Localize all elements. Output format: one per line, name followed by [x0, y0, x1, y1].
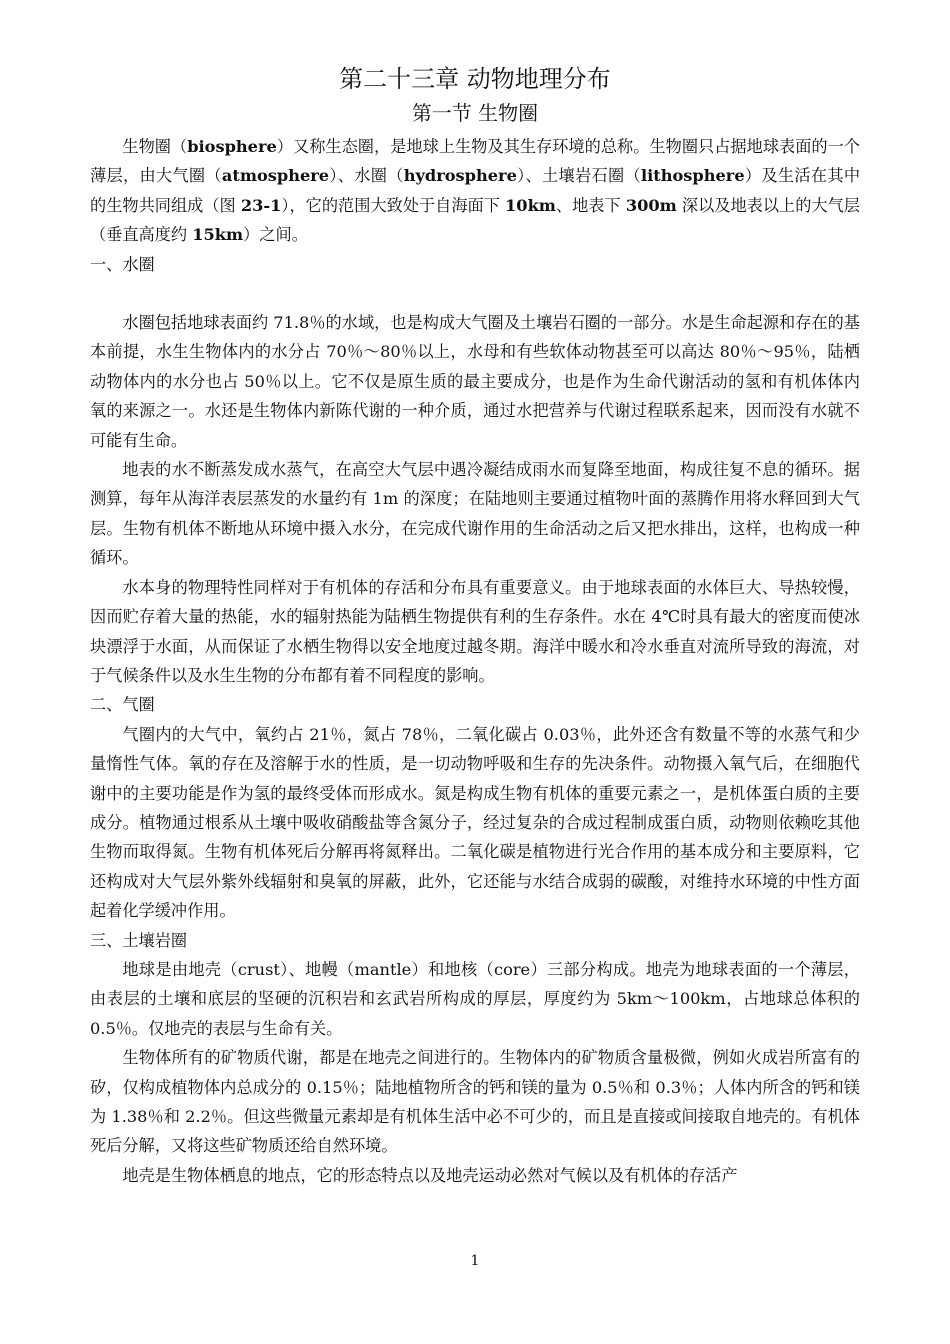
paragraph: 地表的水不断蒸发成水蒸气，在高空大气层中遇冷凝结成雨水而复降至地面，构成往复不息的循环。据测算，每年从海洋表层蒸发的水量约有 1m 的深度；在陆地则主要通过植物叶面的蒸腾作用将水释回到大气层。生物有机体不断地从环境中摄入水分，在完成代谢作用的生命活动之后又把水排出，这样，也构成一种循环。 — [90, 460, 860, 568]
chapter-title: 第二十三章 动物地理分布 — [339, 65, 611, 93]
intro-paragraph: 生物圈（biosphere）又称生态圈，是地球上生物及其生存环境的总称。生物圈只占据地球表面的一个薄层，由大气圈（atmosphere）、水圈（hydrosphere）、土壤岩石圈（lithosphere）及生活在其中的生物共同组成（图 23-1），它的范围大致处于自海面下 10km、地表下 300m 深以及地表以上的大气层（垂直高度约 15km）之间。 — [90, 137, 861, 245]
paragraph: 地球是由地壳（crust）、地幔（mantle）和地核（core）三部分构成。地壳为地球表面的一个薄层，由表层的土壤和底层的坚硬的沉积岩和玄武岩所构成的厚层，厚度约为 5km～100km，占地球总体积的 0.5％。仅地壳的表层与生命有关。 — [90, 959, 860, 1038]
paragraph: 地壳是生物体栖息的地点，它的形态特点以及地壳运动必然对气候以及有机体的存活产 — [122, 1165, 738, 1185]
section-heading-atmosphere: 二、气圈 — [90, 695, 155, 715]
document-page — [90, 62, 860, 1190]
page-number: 1 — [470, 1253, 480, 1269]
paragraph: 生物体所有的矿物质代谢，都是在地壳之间进行的。生物体内的矿物质含量极微，例如火成岩所富有的矽，仅构成植物体内总成分的 0.15％；陆地植物所含的钙和镁的量为 0.5％和 0.3％；人体内所含的钙和镁为 1.38％和 2.2％。但这些微量元素却是有机体生活中必不可少的，而且是直接或间接取自地壳的。有机体死后分解，又将这些矿物质还给自然环境。 — [90, 1048, 860, 1156]
paragraph: 气圈内的大气中，氧约占 21％，氮占 78％，二氧化碳占 0.03％，此外还含有数量不等的水蒸气和少量惰性气体。氧的存在及溶解于水的性质，是一切动物呼吸和生存的先决条件。动物摄入氧气后，在细胞代谢中的主要功能是作为氢的最终受体而形成水。氮是构成生物有机体的重要元素之一，是机体蛋白质的主要成分。植物通过根系从土壤中吸收硝酸盐等含氮分子，经过复杂的合成过程制成蛋白质，动物则依赖吃其他生物而取得氮。生物有机体死后分解再将氮释出。二氧化碳是植物进行光合作用的基本成分和主要原料，它还构成对大气层外紫外线辐射和臭氧的屏蔽，此外，它还能与水结合成弱的碳酸，对维持水环境的中性方面起着化学缓冲作用。 — [90, 724, 860, 921]
section-title: 第一节 生物圈 — [411, 101, 539, 125]
section-heading-hydrosphere: 一、水圈 — [90, 254, 155, 274]
section-heading-lithosphere: 三、土壤岩圈 — [90, 930, 188, 950]
paragraph: 水本身的物理特性同样对于有机体的存活和分布具有重要意义。由于地球表面的水体巨大、导热较慢，因而贮存着大量的热能，水的辐射热能为陆栖生物提供有利的生存条件。水在 4℃时具有最大的密度而使冰块漂浮于水面，从而保证了水栖生物得以安全地度过越冬期。海洋中暖水和冷水垂直对流所导致的海流，对于气候条件以及水生生物的分布都有着不同程度的影响。 — [90, 577, 860, 685]
spacer — [90, 279, 860, 308]
paragraph: 水圈包括地球表面约 71.8％的水域，也是构成大气圈及土壤岩石圈的一部分。水是生命起源和存在的基本前提，水生生物体内的水分占 70％～80％以上，水母和有些软体动物甚至可以高达 80％～95％，陆栖动物体内的水分也占 50％以上。它不仅是原生质的最主要成分，也是作为生命代谢活动的氢和有机体体内氧的来源之一。水还是生物体内新陈代谢的一种介质，通过水把营养与代谢过程联系起来，因而没有水就不可能有生命。 — [90, 313, 860, 450]
